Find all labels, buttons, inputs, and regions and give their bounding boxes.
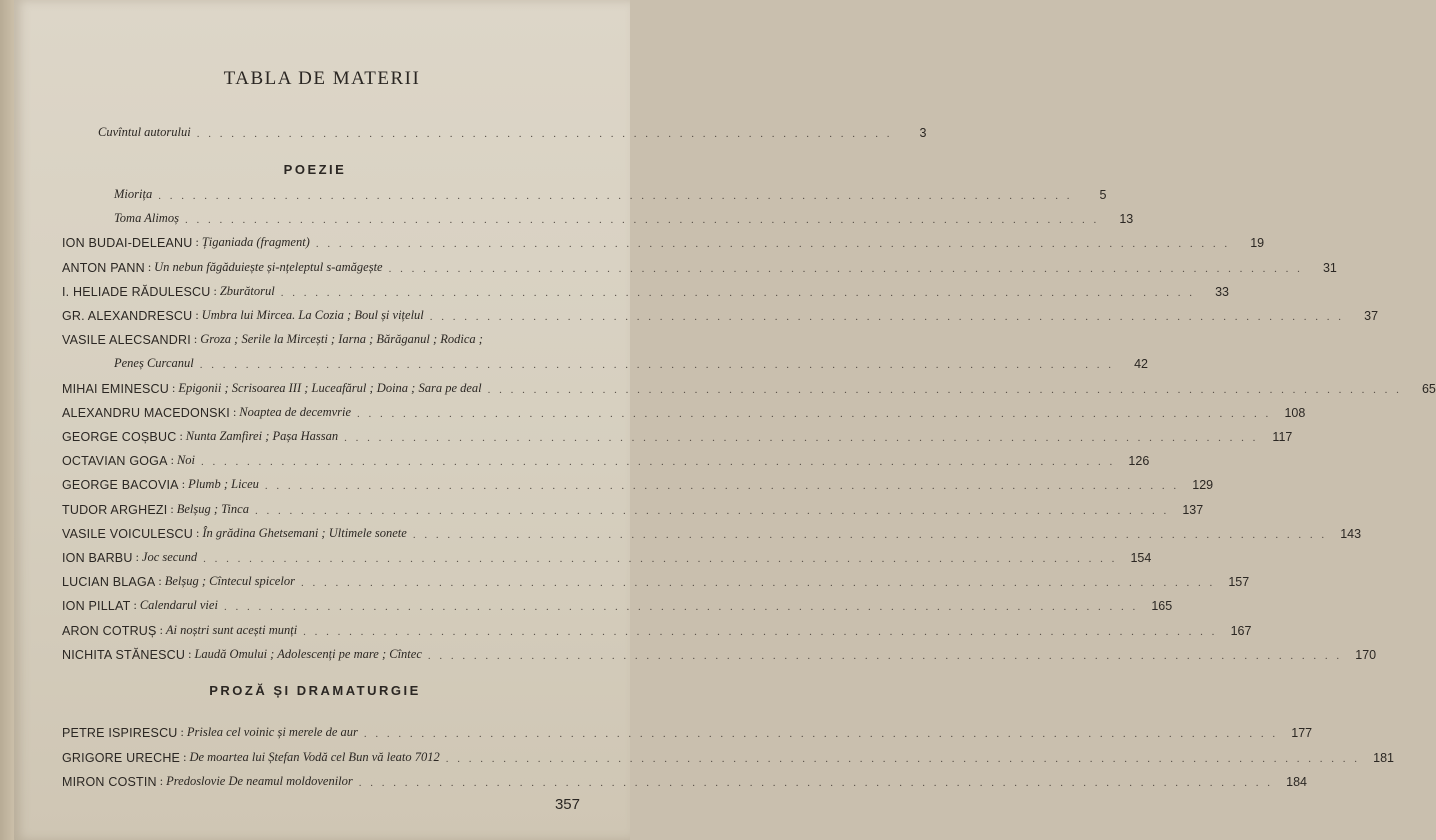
author-separator: : <box>180 725 184 739</box>
author-separator: : <box>171 380 176 395</box>
entry-work: Plumb ; Liceu <box>188 477 259 492</box>
entry-page-number: 3 <box>919 126 927 140</box>
dot-leader: . . . . . . . . . . . . . . . . . . . . . . . . . . . . . . . . . . . . . . . . . . . . . . . . . . . . . . . . . . . . . . . . . . . . . . . . . . . . . . . . <box>445 752 1360 765</box>
author-separator: : <box>181 477 186 492</box>
entry-author: LUCIAN BLAGA <box>62 575 156 590</box>
entry-work: Ai noștri sunt acești munți <box>165 622 298 637</box>
toc-entry <box>62 519 1362 541</box>
entry-work: Peneș Curcanul <box>114 356 194 371</box>
entry-work: Zburătorul <box>219 283 275 298</box>
toc-entry <box>114 349 1148 372</box>
book-page <box>14 0 1436 840</box>
entry-author: OCTAVIAN GOGA <box>62 454 168 469</box>
entry-page-number: 37 <box>1364 309 1379 323</box>
author-separator: : <box>135 550 139 564</box>
toc-entry <box>62 591 1173 614</box>
entry-author: PETRE ISPIRESCU <box>62 726 178 740</box>
author-separator: : <box>232 404 237 419</box>
author-separator: : <box>159 774 164 788</box>
entry-work: Noaptea de decemvrie <box>239 404 352 419</box>
entry-author: ION BARBU <box>62 551 133 565</box>
entry-author: ION PILLAT <box>62 599 131 614</box>
toc-entry <box>62 470 1214 493</box>
entry-work: Un nebun făgăduiește și-nțeleptul s-amăgește <box>154 259 383 274</box>
author-separator: : <box>159 622 163 637</box>
entry-work: Belșug ; Cîntecul spicelor <box>164 574 295 589</box>
entry-page-number: 108 <box>1284 405 1306 420</box>
dot-leader: . . . . . . . . . . . . . . . . . . . . . . . . . . . . . . . . . . . . . . . . . . . . . . . . . . . . . . . . . . . . . <box>196 128 893 140</box>
book-spine-shadow <box>0 0 14 840</box>
entry-page-number: 170 <box>1355 647 1377 662</box>
entry-page-number: 117 <box>1272 430 1293 444</box>
author-separator: : <box>133 598 137 613</box>
dot-leader: . . . . . . . . . . . . . . . . . . . . . . . . . . . . . . . . . . . . . . . . . . . . . . . . . . . . . . . . . . . . . . . . . . . . . . . . . . . . . . . . <box>357 407 1272 420</box>
entry-page-number: 165 <box>1151 599 1173 614</box>
toc-entry <box>62 743 1394 765</box>
dot-leader: . . . . . . . . . . . . . . . . . . . . . . . . . . . . . . . . . . . . . . . . . . . . . . . . . . . . . . . . . . . . . . . . . . . . . . . . . . . . . . . . <box>264 480 1180 493</box>
toc-entry <box>62 398 1306 420</box>
entry-page-number: 13 <box>1119 212 1134 227</box>
entry-page-number: 33 <box>1215 284 1229 299</box>
toc-entry <box>62 616 1252 638</box>
author-separator: : <box>196 525 200 540</box>
entry-author: I. HELIADE RĂDULESCU <box>62 284 211 299</box>
entry-author: ARON COTRUȘ <box>62 623 157 638</box>
entry-page-number: 126 <box>1128 454 1150 469</box>
entry-page-number: 177 <box>1291 726 1313 740</box>
entry-work: Miorița <box>114 187 153 201</box>
dot-leader: . . . . . . . . . . . . . . . . . . . . . . . . . . . . . . . . . . . . . . . . . . . . . . . . . . . . . . . . . . . . . . . . . . . . . . . . . . . . . . . . <box>412 528 1328 541</box>
entry-work: Noi <box>176 453 196 468</box>
dot-leader: . . . . . . . . . . . . . . . . . . . . . . . . . . . . . . . . . . . . . . . . . . . . . . . . . . . . . . . . . . . . . . . . . . . . . . . . . . . . . . . . <box>315 238 1231 251</box>
dot-leader: . . . . . . . . . . . . . . . . . . . . . . . . . . . . . . . . . . . . . . . . . . . . . . . . . . . . . . . . . . . . . . . . . . . . . . . . . . . . . . . . <box>427 649 1343 662</box>
entry-page-number: 42 <box>1134 357 1148 372</box>
entry-author: VASILE ALECSANDRI <box>62 333 191 348</box>
toc-entry <box>62 767 1308 789</box>
entry-work: În grădina Ghetsemani ; Ultimele sonete <box>202 525 407 540</box>
entry-page-number: 5 <box>1099 188 1107 202</box>
toc-entry <box>62 301 1379 323</box>
dot-leader: . . . . . . . . . . . . . . . . . . . . . . . . . . . . . . . . . . . . . . . . . . . . . . . . . . . . . . . . . . . . . . . . . . . . . . . . . . . . . . . . <box>223 601 1139 614</box>
author-separator: : <box>170 453 174 468</box>
entry-work: Calendarul viei <box>139 598 218 613</box>
foreword-entry <box>98 118 927 140</box>
entry-work: Nunta Zamfirei ; Pașa Hassan <box>185 429 339 443</box>
entry-work: Joc secund <box>141 550 198 564</box>
entry-page-number: 31 <box>1322 260 1337 275</box>
entry-work: Belșug ; Tinca <box>176 501 249 516</box>
dot-leader: . . . . . . . . . . . . . . . . . . . . . . . . . . . . . . . . . . . . . . . . . . . . . . . . . . . . . . . . . . . . . . . . . . . . . . . . . . . . . . . . <box>358 777 1274 789</box>
entry-page-number: 154 <box>1130 551 1152 565</box>
entry-author: MIRON COSTIN <box>62 775 157 789</box>
author-separator: : <box>195 308 199 322</box>
dot-leader: . . . . . . . . . . . . . . . . . . . . . . . . . . . . . . . . . . . . . . . . . . . . . . . . . . . . . . . . . . . . . . . . . . . . . . . . . . . . . . . . <box>300 577 1216 590</box>
toc-entry <box>62 543 1152 565</box>
author-separator: : <box>147 259 152 274</box>
toc-entry <box>114 180 1107 202</box>
entry-work: Țiganiada (fragment) <box>201 235 310 250</box>
entry-author: ALEXANDRU MACEDONSKI <box>62 405 230 420</box>
entry-work: Groza ; Serile la Mircești ; Iarna ; Bărăganul ; Rodica ; <box>200 332 483 347</box>
dot-leader: . . . . . . . . . . . . . . . . . . . . . . . . . . . . . . . . . . . . . . . . . . . . . . . . . . . . . . . . . . . . . . . . . . . . . . . . . . . . . . . . <box>303 625 1218 638</box>
dot-leader: . . . . . . . . . . . . . . . . . . . . . . . . . . . . . . . . . . . . . . . . . . . . . . . . . . . . . . . . . . . . . . . . . . . . . . . . . . . . . . . . <box>184 214 1100 227</box>
entry-author: GR. ALEXANDRESCU <box>62 309 193 323</box>
dot-leader: . . . . . . . . . . . . . . . . . . . . . . . . . . . . . . . . . . . . . . . . . . . . . . . . . . . . . . . . . . . . . . . . . . . . . . . . . . . . . . . . <box>429 311 1345 323</box>
toc-entry <box>62 422 1293 444</box>
entry-page-number: 157 <box>1228 575 1250 590</box>
dot-leader: . . . . . . . . . . . . . . . . . . . . . . . . . . . . . . . . . . . . . . . . . . . . . . . . . . . . . . . . . . . . . . . . . . . . . . . . . . . . . . . . <box>388 262 1303 275</box>
author-separator: : <box>193 332 198 347</box>
dot-leader: . . . . . . . . . . . . . . . . . . . . . . . . . . . . . . . . . . . . . . . . . . . . . . . . . . . . . . . . . . . . . . . . . . . . . . . . . . . . . . . . <box>254 504 1170 517</box>
dot-leader: . . . . . . . . . . . . . . . . . . . . . . . . . . . . . . . . . . . . . . . . . . . . . . . . . . . . . . . . . . . . . . . . . . . . . . . . . . . . . . . . <box>201 456 1116 469</box>
entry-page-number: 65 <box>1421 381 1436 396</box>
section-heading-poetry: POEZIE <box>283 162 347 177</box>
entry-author: NICHITA STĂNESCU <box>62 647 186 662</box>
entry-page-number: 167 <box>1230 623 1252 638</box>
toc-entry <box>62 277 1229 299</box>
entry-work: Epigonii ; Scrisoarea III ; Luceafărul ; Doina ; Sara pe deal <box>178 380 482 395</box>
dot-leader: . . . . . . . . . . . . . . . . . . . . . . . . . . . . . . . . . . . . . . . . . . . . . . . . . . . . . . . . . . . . . . . . . . . . . . . . . . . . . . . . <box>344 432 1259 444</box>
author-separator: : <box>183 749 187 764</box>
dot-leader: . . . . . . . . . . . . . . . . . . . . . . . . . . . . . . . . . . . . . . . . . . . . . . . . . . . . . . . . . . . . . . . . . . . . . . . . . . . . . . . . <box>363 728 1279 740</box>
dot-leader: . . . . . . . . . . . . . . . . . . . . . . . . . . . . . . . . . . . . . . . . . . . . . . . . . . . . . . . . . . . . . . . . . . . . . . . . . . . . . . . . <box>487 383 1402 396</box>
dot-leader: . . . . . . . . . . . . . . . . . . . . . . . . . . . . . . . . . . . . . . . . . . . . . . . . . . . . . . . . . . . . . . . . . . . . . . . . . . . . . . . . <box>199 359 1114 372</box>
section-heading-prose: PROZĂ ȘI DRAMATURGIE <box>209 683 421 698</box>
dot-leader: . . . . . . . . . . . . . . . . . . . . . . . . . . . . . . . . . . . . . . . . . . . . . . . . . . . . . . . . . . . . . . . . . . . . . . . . . . . . . . . . <box>280 286 1195 299</box>
entry-work: De moartea lui Ștefan Vodă cel Bun vă leato 7012 <box>189 749 440 764</box>
entry-author: GRIGORE URECHE <box>62 750 181 765</box>
toc-entry <box>62 718 1313 740</box>
entry-author: VASILE VOICULESCU <box>62 526 193 541</box>
entry-page-number: 129 <box>1192 478 1214 493</box>
toc-entry <box>62 325 592 347</box>
entry-page-number: 143 <box>1340 526 1362 541</box>
entry-author: GEORGE COȘBUC <box>62 430 177 444</box>
dot-leader: . . . . . . . . . . . . . . . . . . . . . . . . . . . . . . . . . . . . . . . . . . . . . . . . . . . . . . . . . . . . . . . . . . . . . . . . . . . . . . . . <box>158 190 1073 202</box>
page-title: TABLA DE MATERII <box>223 68 421 89</box>
entry-author: ION BUDAI-DELEANU <box>62 236 193 251</box>
author-separator: : <box>195 235 199 250</box>
entry-page-number: 181 <box>1373 750 1394 765</box>
toc-entry <box>62 374 1436 396</box>
entry-work: Toma Alimoș <box>114 211 179 226</box>
entry-page-number: 137 <box>1182 502 1204 517</box>
page-number: 357 <box>554 796 580 813</box>
entry-work: Laudă Omului ; Adolescenți pe mare ; Cîntec <box>194 646 422 661</box>
entry-work: Predoslovie De neamul moldovenilor <box>166 774 353 788</box>
entry-page-number: 19 <box>1250 236 1265 251</box>
toc-entry <box>62 567 1250 590</box>
author-separator: : <box>158 574 162 589</box>
dot-leader: . . . . . . . . . . . . . . . . . . . . . . . . . . . . . . . . . . . . . . . . . . . . . . . . . . . . . . . . . . . . . . . . . . . . . . . . . . . . . . . . <box>203 553 1118 565</box>
toc-entry <box>62 446 1150 469</box>
author-separator: : <box>170 501 174 516</box>
entry-author: TUDOR ARGHEZI <box>62 502 168 517</box>
entry-work: Prislea cel voinic și merele de aur <box>186 725 358 739</box>
entry-work: Umbra lui Mircea. La Cozia ; Boul și vițelul <box>201 308 424 322</box>
toc-entry <box>62 253 1337 275</box>
toc-entry <box>114 204 1134 227</box>
entry-page-number: 184 <box>1286 775 1308 789</box>
author-separator: : <box>179 429 183 443</box>
toc-entry <box>62 495 1204 517</box>
author-separator: : <box>188 646 192 661</box>
entry-author: ANTON PANN <box>62 260 145 275</box>
entry-work: Cuvîntul autorului <box>98 125 191 139</box>
toc-entry <box>62 640 1377 662</box>
author-separator: : <box>213 283 217 298</box>
entry-author: MIHAI EMINESCU <box>62 381 169 396</box>
entry-author: GEORGE BACOVIA <box>62 478 179 493</box>
toc-entry <box>62 228 1265 251</box>
